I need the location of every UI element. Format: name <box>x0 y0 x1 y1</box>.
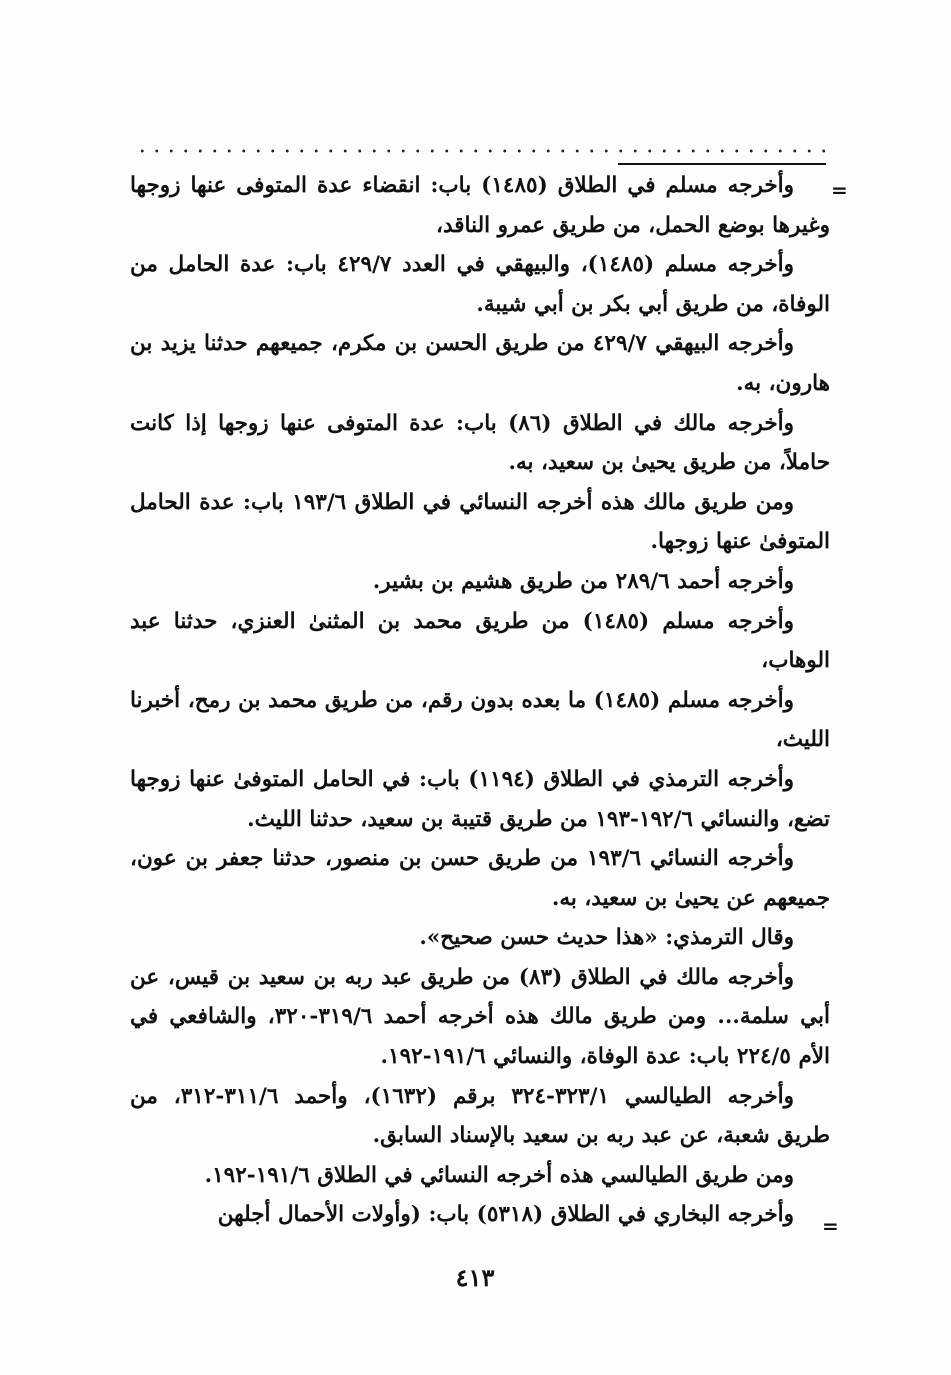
paragraph: وأخرجه مالك في الطلاق (٨٦) باب: عدة المتوفى عنها زوجها إذا كانت حاملاً، من طريق يحيىٰ بن سعيد، به. <box>130 410 830 476</box>
paragraph: وأخرجه البخاري في الطلاق (٥٣١٨) باب: (وأولات الأحمال أجلهن <box>217 1202 794 1228</box>
paragraph: وأخرجه الترمذي في الطلاق (١١٩٤) باب: في الحامل المتوفىٰ عنها زوجها تضع، والنسائي ١٩٢/٦-١٩٣ من طريق قتيبة بن سعيد، حدثنا الليث. <box>130 766 830 832</box>
paragraph: وأخرجه مسلم (١٤٨٥)، والبيهقي في العدد ٤٢٩/٧ باب: عدة الحامل من الوفاة، من طريق أبي بكر بن أبي شيبة. <box>130 252 830 317</box>
paragraph: ومن طريق الطيالسي هذه أخرجه النسائي في الطلاق ١٩١/٦-١٩٢. <box>204 1162 794 1188</box>
paragraph: ومن طريق مالك هذه أخرجه النسائي في الطلاق ١٩٣/٦ باب: عدة الحامل المتوفىٰ عنها زوجها. <box>130 489 830 555</box>
paragraph: وأخرجه مسلم في الطلاق (١٤٨٥) باب: انقضاء عدة المتوفى عنها زوجها وغيرها بوضع الحمل، من طريق عمرو الناقد، <box>130 173 830 238</box>
paragraph: وأخرجه مسلم (١٤٨٥) ما بعده بدون رقم، من طريق محمد بن رمح، أخبرنا الليث، <box>130 687 830 753</box>
paragraph: وأخرجه أحمد ٢٨٩/٦ من طريق هشيم بن بشير. <box>372 568 794 594</box>
footnote-text <box>130 166 830 1235</box>
dotted-separator <box>135 148 825 154</box>
paragraph: وأخرجه مالك في الطلاق (٨٣) من طريق عبد ربه بن سعيد بن قيس، عن أبي سلمة... ومن طريق مالك هذه أخرجه أحمد ٣١٩/٦-٣٢٠، والشافعي في الأم ٢٢٤/٥ باب: عدة الوفاة، والنسائي ١٩١/٦-١٩٢. <box>130 964 830 1070</box>
paragraph: وأخرجه النسائي ١٩٣/٦ من طريق حسن بن منصور، حدثنا جعفر بن عون، جميعهم عن يحيىٰ بن سعيد، به. <box>130 846 830 911</box>
footnote-rule <box>618 163 826 165</box>
paragraph: وقال الترمذي: «هذا حديث حسن صحيح». <box>419 925 794 951</box>
continuation-mark-start: = <box>831 178 848 202</box>
paragraph: وأخرجه مسلم (١٤٨٥) من طريق محمد بن المثنىٰ العنزي، حدثنا عبد الوهاب، <box>130 608 830 674</box>
continuation-mark-end: = <box>822 1214 839 1238</box>
paragraph: وأخرجه البيهقي ٤٢٩/٧ من طريق الحسن بن مكرم، جميعهم حدثنا يزيد بن هارون، به. <box>130 331 830 396</box>
page-number: ٤١٣ <box>455 1263 495 1292</box>
paragraph: وأخرجه الطيالسي ٣٢٣/١-٣٢٤ برقم (١٦٣٢)، وأحمد ٣١١/٦-٣١٢، من طريق شعبة، عن عبد ربه بن سعيد بالإسناد السابق. <box>130 1083 830 1149</box>
